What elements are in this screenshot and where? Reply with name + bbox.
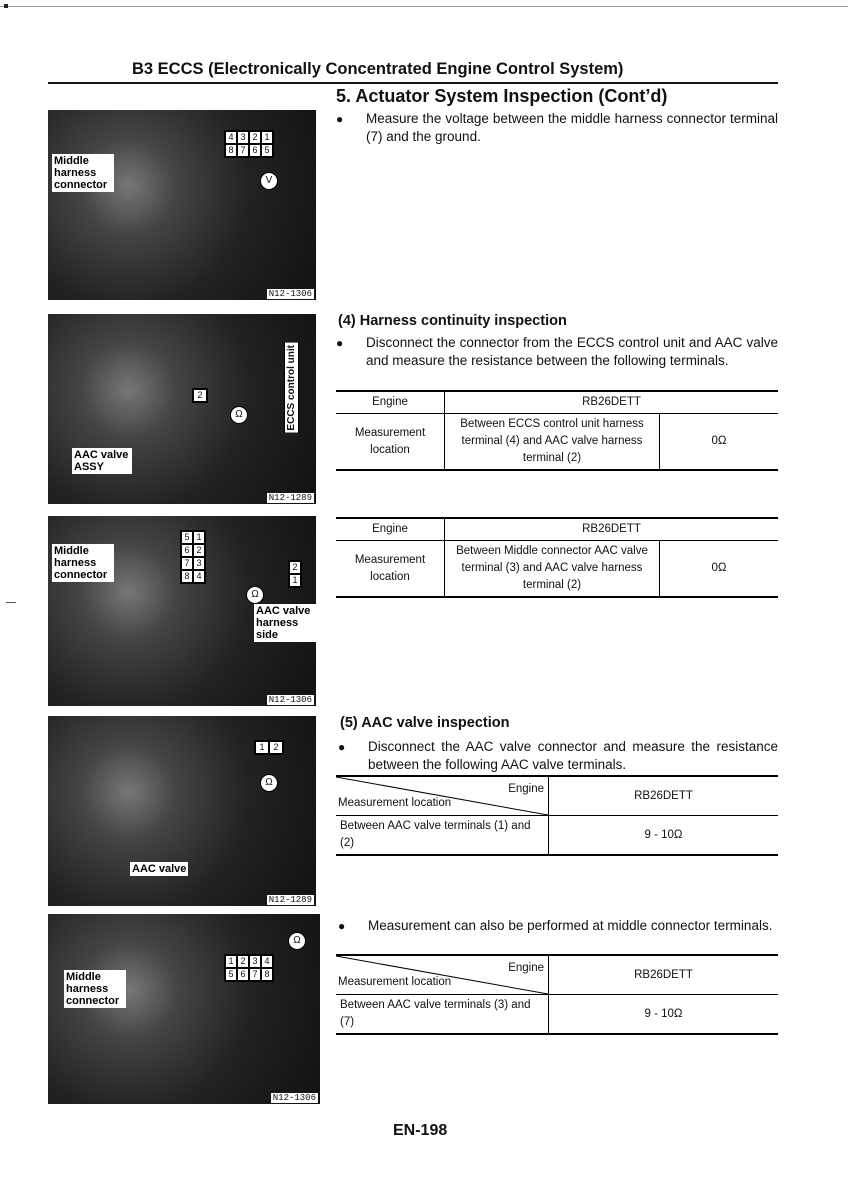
instruction-middle-connector [338, 917, 778, 935]
pin: 6 [181, 544, 193, 557]
ohmmeter-icon: Ω [246, 586, 264, 604]
pin: 8 [181, 570, 193, 583]
photo-background [48, 314, 316, 504]
pin: 2 [249, 131, 261, 144]
engine-value: RB26DETT [549, 955, 779, 995]
table-middle-connector [336, 517, 778, 598]
measurement-label: Measurement location [338, 797, 452, 809]
pin: 2 [193, 389, 207, 402]
connector-diagram [180, 530, 206, 584]
figure-code: N12-1289 [268, 493, 312, 503]
pin: 1 [225, 955, 237, 968]
pin: 6 [249, 144, 261, 157]
measurement-desc: Between Middle connector AAC valve terminal (3) and AAC valve harness terminal (2) [445, 541, 660, 598]
corner-mark [4, 4, 8, 8]
pin: 4 [225, 131, 237, 144]
bullet-icon: ● [338, 740, 346, 754]
pin: 3 [249, 955, 261, 968]
ohmmeter-icon: Ω [260, 774, 278, 792]
pin: 2 [269, 741, 283, 754]
measurement-label: Measurement location [338, 976, 452, 988]
margin-mark [6, 602, 16, 603]
pin: 7 [249, 968, 261, 981]
measurement-desc: Between ECCS control unit harness terminal (4) and AAC valve harness terminal (2) [445, 414, 660, 471]
bullet-icon: ● [336, 336, 344, 350]
engine-label: Engine [336, 391, 445, 414]
pin: 3 [237, 131, 249, 144]
photo-aac-valve [48, 716, 316, 906]
instruction-voltage [336, 110, 778, 146]
diagonal-header [336, 776, 549, 816]
photo-aac-valve-assy [48, 314, 316, 504]
measurement-value: 9 - 10Ω [549, 816, 779, 856]
pin: 8 [225, 144, 237, 157]
pin: 2 [289, 561, 301, 574]
measurement-value: 9 - 10Ω [549, 995, 779, 1035]
pin: 7 [181, 557, 193, 570]
connector-diagram [224, 954, 274, 982]
section-title: 5. Actuator System Inspection (Cont’d) [336, 86, 668, 106]
table-harness-eccs [336, 390, 778, 471]
photo-middle-harness-voltage [48, 110, 316, 300]
top-rule [0, 6, 848, 7]
figure-code: N12-1306 [272, 1093, 316, 1103]
measurement-label: Measurement location [354, 553, 426, 583]
voltmeter-icon: V [260, 172, 278, 190]
pin: 7 [237, 144, 249, 157]
header-rule [48, 82, 778, 84]
aac-harness-connector [288, 560, 302, 588]
connector-diagram [254, 740, 284, 755]
photo-label-harness-side: AAC valve harness side [254, 604, 316, 642]
pin: 1 [255, 741, 269, 754]
instruction-harness [336, 334, 778, 370]
measurement-desc: Between AAC valve terminals (3) and (7) [340, 999, 531, 1028]
measurement-desc: Between AAC valve terminals (1) and (2) [340, 820, 531, 849]
engine-value: RB26DETT [549, 776, 779, 816]
engine-label: Engine [508, 783, 544, 795]
pin: 5 [225, 968, 237, 981]
pin: 8 [261, 968, 273, 981]
pin: 1 [261, 131, 273, 144]
photo-label: AAC valve [132, 863, 187, 875]
table-aac-terminals [336, 775, 778, 856]
instruction-text: Disconnect the AAC valve connector and measure the resistance between the following AAC valve terminals. [368, 739, 778, 772]
page-number: EN-198 [393, 1122, 448, 1139]
connector-diagram [192, 388, 208, 403]
photo-label: Middle harness connector [52, 154, 114, 192]
photo-label: Middle harness connector [52, 544, 114, 582]
pin: 5 [261, 144, 273, 157]
instruction-text: Measurement can also be performed at middle connector terminals. [368, 918, 773, 933]
pin: 1 [289, 574, 301, 587]
photo-label: AAC valve ASSY [72, 448, 132, 474]
engine-value: RB26DETT [445, 518, 779, 541]
pin: 3 [193, 557, 205, 570]
subsection-harness-continuity: (4) Harness continuity inspection [338, 313, 567, 329]
pin: 1 [193, 531, 205, 544]
connector-diagram [224, 130, 274, 158]
photo-background [48, 110, 316, 300]
pin: 2 [193, 544, 205, 557]
engine-label: Engine [508, 962, 544, 974]
engine-label: Engine [336, 518, 445, 541]
instruction-aac [338, 738, 778, 774]
figure-code: N12-1289 [268, 895, 312, 905]
diagonal-header [336, 955, 549, 995]
bullet-icon: ● [336, 112, 344, 126]
pin: 4 [193, 570, 205, 583]
instruction-text: Measure the voltage between the middle harness connector terminal (7) and the ground. [366, 111, 778, 144]
figure-code: N12-1306 [268, 289, 312, 299]
ohmmeter-icon: Ω [230, 406, 248, 424]
photo-middle-connector-terminals [48, 914, 320, 1104]
measurement-value: 0Ω [660, 541, 779, 598]
instruction-text: Disconnect the connector from the ECCS control unit and AAC valve and measure the resistance between the following terminals. [366, 335, 778, 368]
page-header: B3 ECCS (Electronically Concentrated Engine Control System) [132, 60, 624, 78]
pin: 2 [237, 955, 249, 968]
measurement-value: 0Ω [660, 414, 779, 471]
photo-label: Middle harness connector [64, 970, 126, 1008]
pin: 5 [181, 531, 193, 544]
measurement-label: Measurement location [354, 426, 426, 456]
pin: 6 [237, 968, 249, 981]
subsection-aac-valve: (5) AAC valve inspection [340, 715, 510, 731]
bullet-icon: ● [338, 919, 346, 933]
ecc-control-unit-label: ECCS control unit [284, 342, 299, 434]
photo-background [48, 914, 320, 1104]
photo-middle-connector-aac [48, 516, 316, 706]
ohmmeter-icon: Ω [288, 932, 306, 950]
figure-code: N12-1306 [268, 695, 312, 705]
engine-value: RB26DETT [445, 391, 779, 414]
pin: 4 [261, 955, 273, 968]
table-middle-terminals [336, 954, 778, 1035]
